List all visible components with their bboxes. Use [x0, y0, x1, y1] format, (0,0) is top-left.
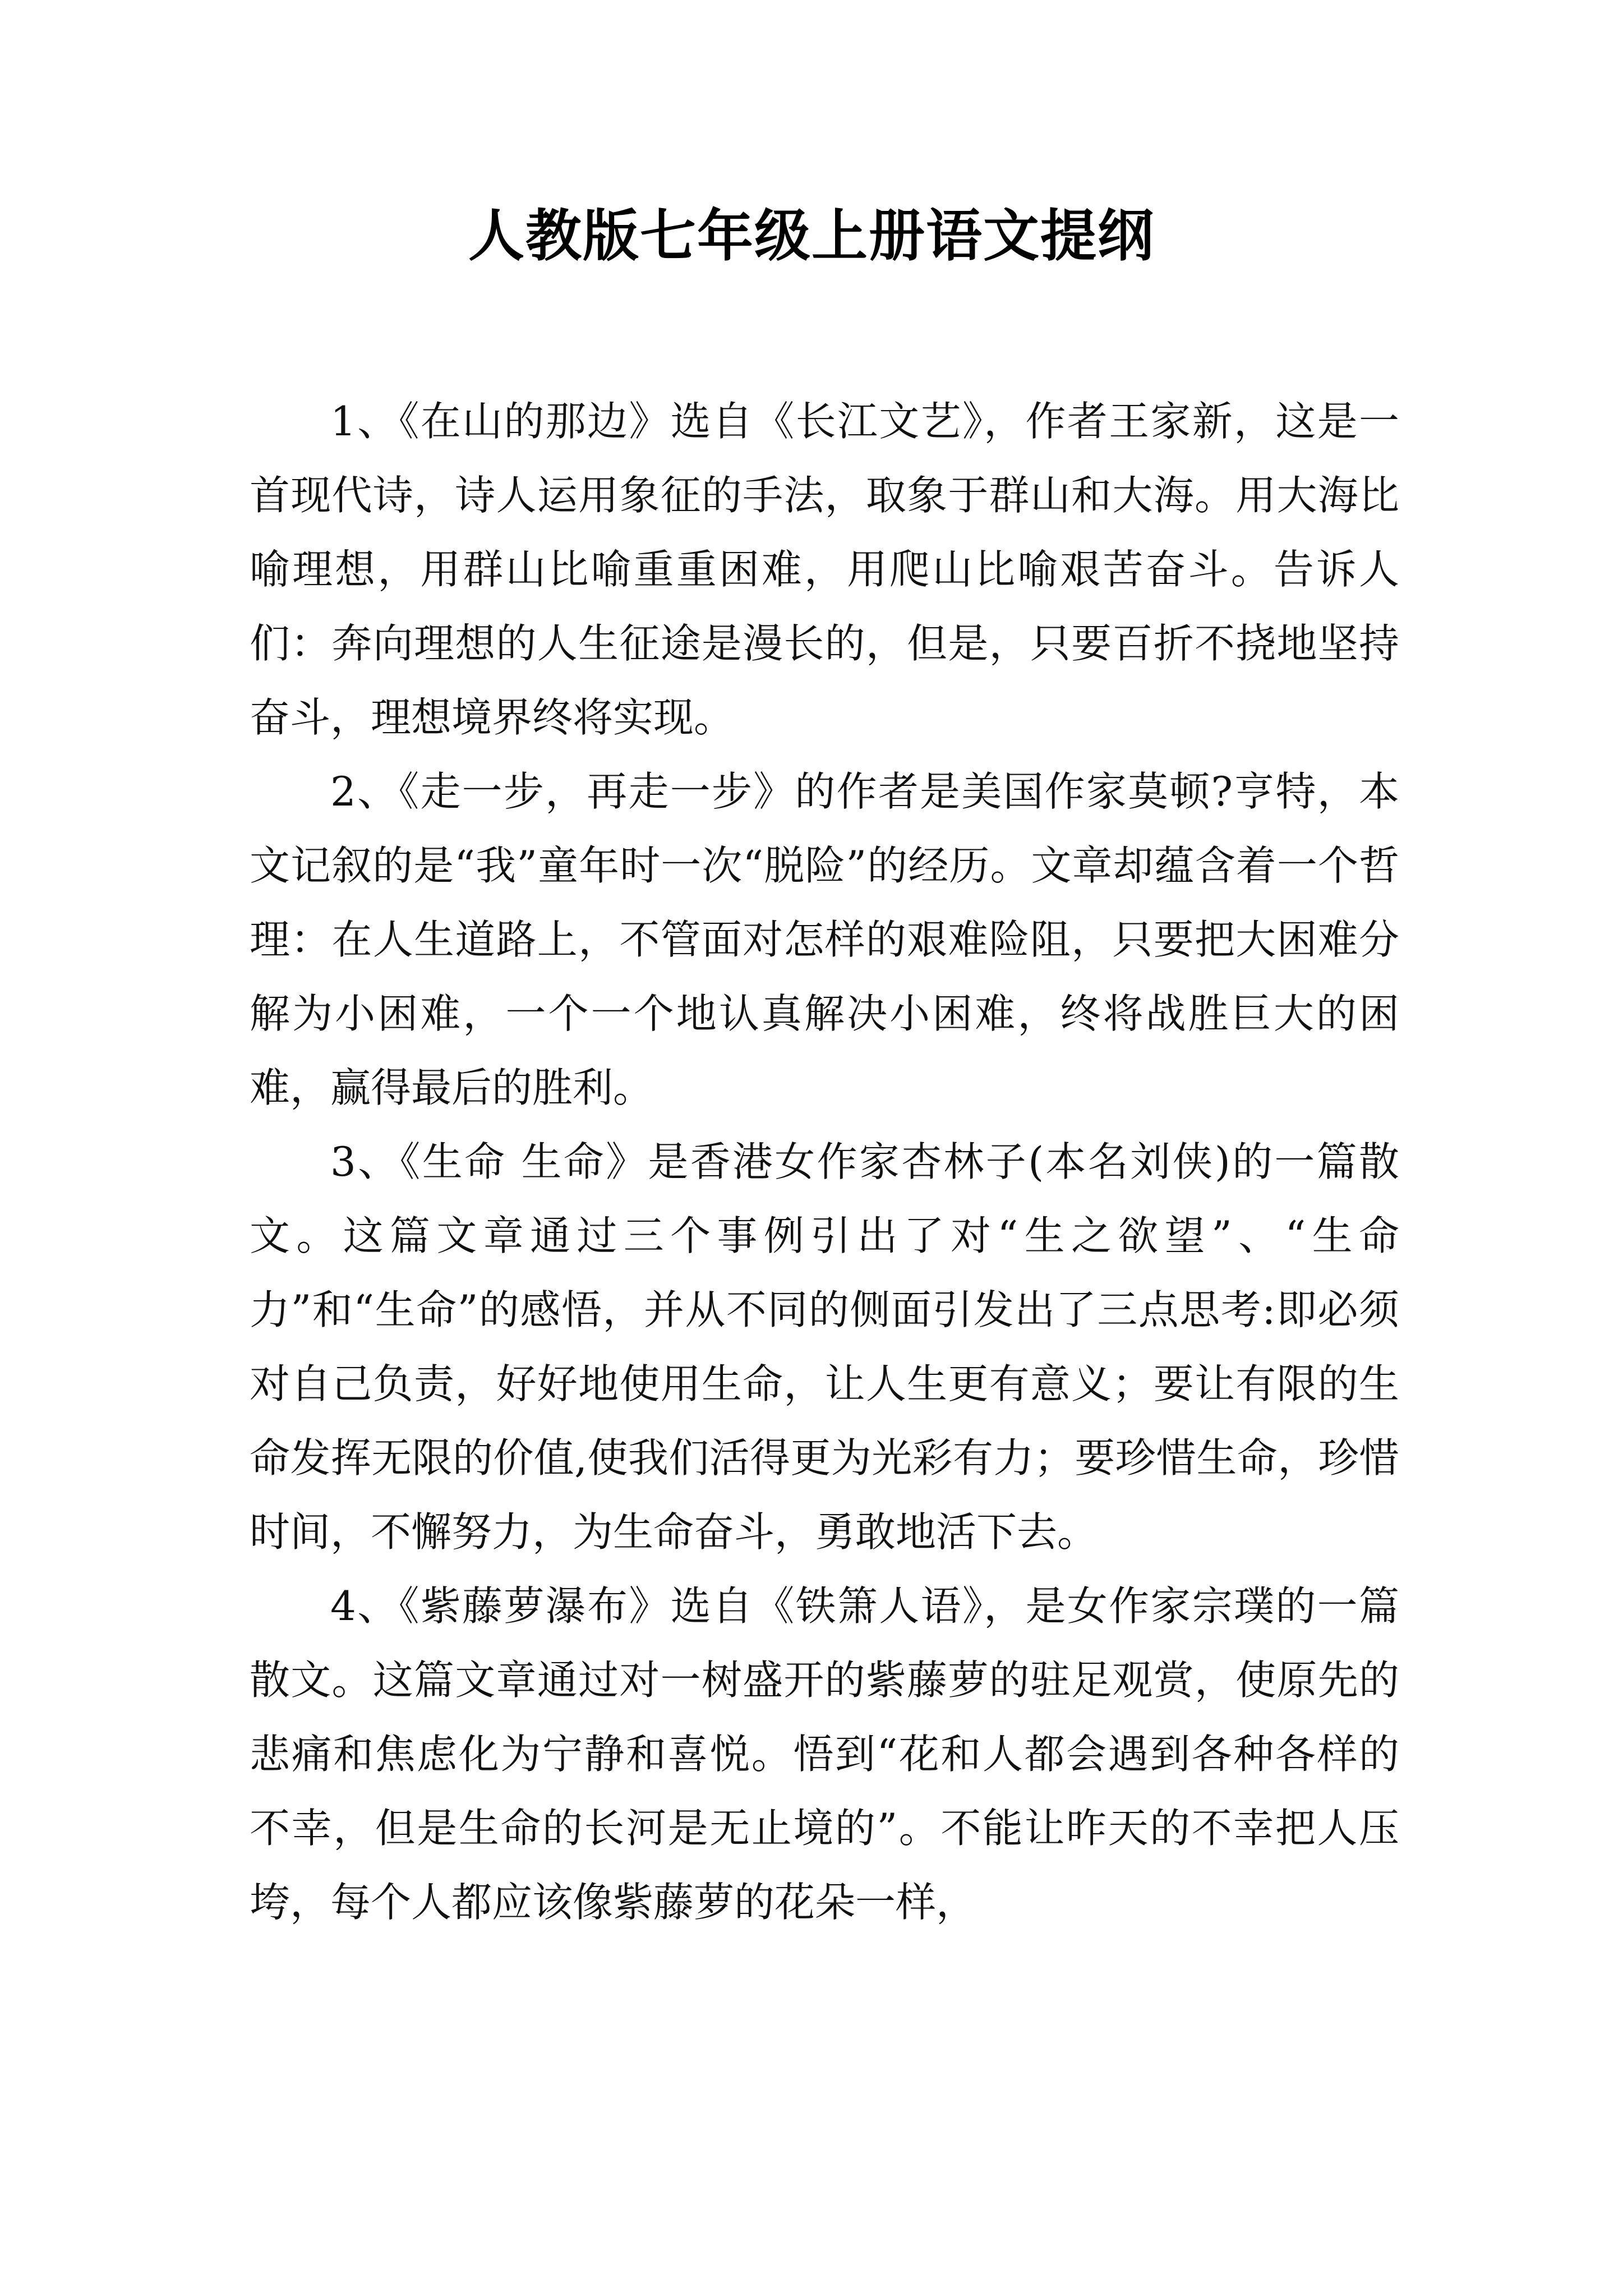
paragraph-4: 4、《紫藤萝瀑布》选自《铁箫人语》，是女作家宗璞的一篇散文。这篇文章通过对一树盛开的紫藤萝的驻足观赏，使原先的悲痛和焦虑化为宁静和喜悦。悟到“花和人都会遇到各种各样的不幸，但是生命的长河是无止境的”。不能让昨天的不幸把人压垮，每个人都应该像紫藤萝的花朵一样， [250, 1582, 1399, 1926]
document-title: 人教版七年级上册语文提纲 [468, 203, 1155, 269]
document-body [250, 384, 1399, 1939]
paragraph-1: 1、《在山的那边》选自《长江文艺》，作者王家新，这是一首现代诗，诗人运用象征的手法，取象于群山和大海。用大海比喻理想，用群山比喻重重困难，用爬山比喻艰苦奋斗。告诉人们：奔向理想的人生征途是漫长的，但是，只要百折不挠地坚持奋斗，理想境界终将实现。 [250, 398, 1399, 741]
paragraph-3: 3、《生命 生命》是香港女作家杏林子(本名刘侠)的一篇散文。这篇文章通过三个事例引出了对“生之欲望”、“生命力”和“生命”的感悟，并从不同的侧面引发出了三点思考:即必须对自己负责，好好地使用生命，让人生更有意义；要让有限的生命发挥无限的价值,使我们活得更为光彩有力；要珍惜生命，珍惜时间，不懈努力，为生命奋斗，勇敢地活下去。 [250, 1138, 1399, 1556]
paragraph-2: 2、《走一步，再走一步》的作者是美国作家莫顿?亨特，本文记叙的是“我”童年时一次“脱险”的经历。文章却蕴含着一个哲理：在人生道路上，不管面对怎样的艰难险阻，只要把大困难分解为小困难，一个一个地认真解决小困难，终将战胜巨大的困难，赢得最后的胜利。 [250, 768, 1399, 1111]
